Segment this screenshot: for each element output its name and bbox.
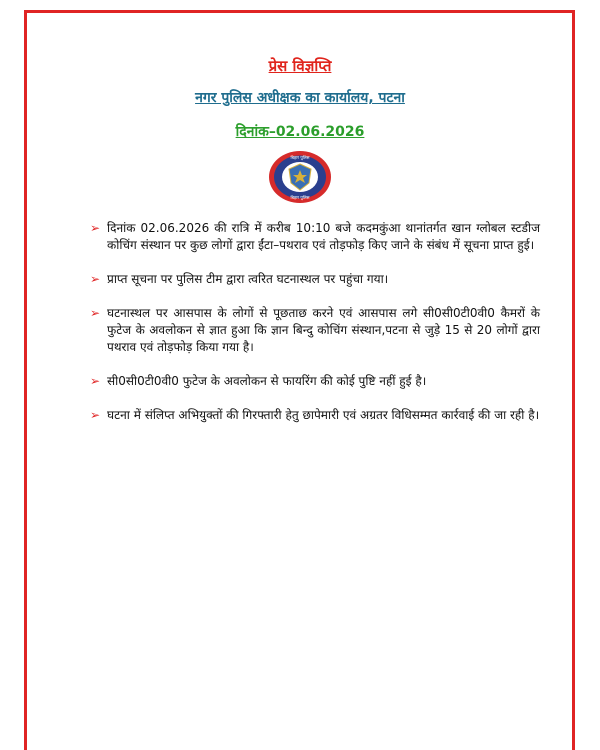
list-item (90, 373, 540, 390)
bihar-police-emblem-icon (268, 150, 332, 204)
logo-top-text: बिहार पुलिस (290, 155, 310, 160)
release-points (90, 220, 540, 441)
list-item (90, 305, 540, 356)
list-item (90, 407, 540, 424)
press-release-title: प्रेस विज्ञप्ति (268, 57, 332, 75)
arrow-bullet-icon: ➢ (90, 408, 101, 422)
list-item-text: घटनास्थल पर आसपास के लोगों से पूछताछ करने एवं आसपास लगे सी0सी0टी0वी0 कैमरों के फुटेज के अवलोकन से ज्ञात हुआ कि ज्ञान बिन्दु कोचिंग संस्थान,पटना से जुड़े 15 से 20 लोगों द्वारा पथराव एवं तोड़फोड़ किया गया है। (107, 306, 540, 354)
office-name: नगर पुलिस अधीक्षक का कार्यालय, पटना (195, 90, 405, 106)
list-item-text: सी0सी0टी0वी0 फुटेज के अवलोकन से फायरिंग की कोई पुष्टि नहीं हुई है। (107, 374, 427, 388)
arrow-bullet-icon: ➢ (90, 374, 101, 388)
list-item-text: प्राप्त सूचना पर पुलिस टीम द्वारा त्वरित घटनास्थल पर पहुंचा गया। (107, 272, 389, 286)
list-item-text: घटना में संलिप्त अभियुक्तों की गिरफ्तारी हेतु छापेमारी एवं अग्रतर विधिसम्मत कार्रवाई की जा रही है। (107, 408, 540, 422)
arrow-bullet-icon: ➢ (90, 221, 101, 235)
release-date: दिनांक–02.06.2026 (235, 124, 365, 140)
list-item (90, 220, 540, 254)
arrow-bullet-icon: ➢ (90, 306, 101, 320)
logo-bottom-text: बिहार पुलिस (290, 195, 310, 200)
arrow-bullet-icon: ➢ (90, 272, 101, 286)
list-item (90, 271, 540, 288)
list-item-text: दिनांक 02.06.2026 की रात्रि में करीब 10:10 बजे कदमकुंआ थानांतर्गत खान ग्लोबल स्टडीज कोचिंग संस्थान पर कुछ लोगों द्वारा ईंटा–पथराव एवं तोड़फोड़ किए जाने के संबंध में सूचना प्राप्त हुई। (107, 221, 540, 252)
